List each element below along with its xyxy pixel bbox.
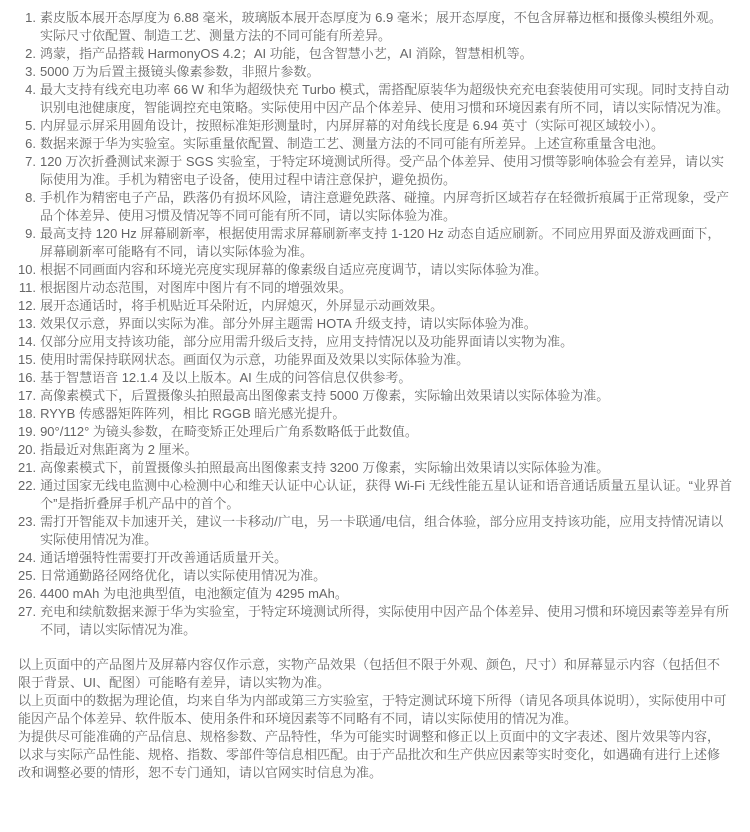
- footnote-item: [18, 405, 732, 423]
- footnote-item: [18, 279, 732, 297]
- footnote-item: [18, 603, 732, 639]
- footnote-number: 18.: [18, 406, 37, 421]
- footnote-text: 根据图片动态范围，对图库中图片有不同的增强效果。: [40, 280, 353, 295]
- footnote-item: [18, 441, 732, 459]
- footnote-text: 内屏显示屏采用圆角设计，按照标准矩形测量时，内屏屏幕的对角线长度是 6.94 英寸（实际可视区域较小）。: [40, 118, 665, 133]
- footnote-number: 6.: [25, 136, 36, 151]
- footnote-number: 7.: [25, 154, 36, 169]
- footnote-item: [18, 477, 732, 513]
- footnote-text: 数据来源于华为实验室。实际重量依配置、制造工艺、测量方法的不同可能有所差异。上述宣称重量含电池。: [40, 136, 665, 151]
- footnote-text: 高像素模式下，后置摄像头拍照最高出图像素支持 5000 万像素，实际输出效果请以实际体验为准。: [40, 388, 610, 403]
- footnote-number: 24.: [18, 550, 37, 565]
- footnotes-list: [18, 9, 732, 639]
- footnote-number: 17.: [18, 388, 37, 403]
- footnote-text: 5000 万为后置主摄镜头像素参数，非照片参数。: [40, 64, 320, 79]
- footnote-item: [18, 513, 732, 549]
- footnote-item: [18, 549, 732, 567]
- footnote-item: [18, 117, 732, 135]
- footnote-text: 日常通勤路径网络优化，请以实际使用情况为准。: [40, 568, 327, 583]
- footnote-number: 26.: [18, 586, 37, 601]
- footnote-item: [18, 63, 732, 81]
- footnote-number: 2.: [25, 46, 36, 61]
- footnote-number: 13.: [18, 316, 37, 331]
- footnote-number: 14.: [18, 334, 37, 349]
- footnote-text: 基于智慧语音 12.1.4 及以上版本。AI 生成的问答信息仅供参考。: [40, 370, 412, 385]
- footnote-item: [18, 225, 732, 261]
- footnote-number: 19.: [18, 424, 37, 439]
- footnote-text: 展开态通话时，将手机贴近耳朵附近，内屏熄灭，外屏显示动画效果。: [40, 298, 444, 313]
- footnote-text: 4400 mAh 为电池典型值，电池额定值为 4295 mAh。: [40, 586, 348, 601]
- footnote-item: [18, 333, 732, 351]
- footnote-number: 27.: [18, 604, 37, 619]
- footnote-number: 5.: [25, 118, 36, 133]
- footnote-text: 鸿蒙，指产品搭载 HarmonyOS 4.2；AI 功能，包含智慧小艺，AI 消除，智慧相机等。: [40, 46, 533, 61]
- footnote-number: 8.: [25, 190, 36, 205]
- footnote-text: 通过国家无线电监测中心检测中心和维天认证中心认证，获得 Wi-Fi 无线性能五星认证和语音通话质量五星认证。“业界首个”是指折叠屏手机产品中的首个。: [40, 478, 732, 511]
- footnote-number: 3.: [25, 64, 36, 79]
- footnote-item: [18, 459, 732, 477]
- footnote-item: [18, 315, 732, 333]
- footnote-item: [18, 423, 732, 441]
- footnote-item: [18, 567, 732, 585]
- footnote-number: 9.: [25, 226, 36, 241]
- footnote-number: 16.: [18, 370, 37, 385]
- disclaimer-paragraphs: [18, 656, 732, 782]
- footnote-text: 高像素模式下，前置摄像头拍照最高出图像素支持 3200 万像素，实际输出效果请以实际体验为准。: [40, 460, 610, 475]
- footnote-item: [18, 9, 732, 45]
- footnote-item: [18, 261, 732, 279]
- footnote-text: 120 万次折叠测试来源于 SGS 实验室，于特定环境测试所得。受产品个体差异、使用习惯等影响体验会有差异，请以实际使用为准。手机为精密电子设备，使用过程中请注意保护，避免损伤。: [40, 154, 724, 187]
- footnote-item: [18, 387, 732, 405]
- footnote-number: 15.: [18, 352, 37, 367]
- footnote-number: 23.: [18, 514, 37, 529]
- footnote-text: 使用时需保持联网状态。画面仅为示意，功能界面及效果以实际体验为准。: [40, 352, 470, 367]
- disclaimer-paragraph: 以上页面中的产品图片及屏幕内容仅作示意，实物产品效果（包括但不限于外观、颜色，尺寸）和屏幕显示内容（包括但不限于背景、UI、配图）可能略有差异，请以实物为准。: [18, 657, 721, 690]
- footnote-number: 21.: [18, 460, 37, 475]
- footnote-item: [18, 135, 732, 153]
- footnote-number: 25.: [18, 568, 37, 583]
- disclaimer-paragraph: 以上页面中的数据为理论值，均来自华为内部或第三方实验室，于特定测试环境下所得（请见各项具体说明），实际使用中可能因产品个体差异、软件版本、使用条件和环境因素等不同略有不同，请以实际使用的情况为准。: [18, 693, 727, 726]
- footnote-number: 22.: [18, 478, 37, 493]
- footnote-item: [18, 351, 732, 369]
- footnote-text: 充电和续航数据来源于华为实验室，于特定环境测试所得，实际使用中因产品个体差异、使用习惯和环境因素等差异有所不同，请以实际情况为准。: [40, 604, 730, 637]
- footnote-item: [18, 369, 732, 387]
- footnote-text: 最大支持有线充电功率 66 W 和华为超级快充 Turbo 模式，需搭配原装华为超级快充充电套装使用可实现。同时支持自动识别电池健康度，智能调控充电策略。实际使用中因产品个体差异、使用习惯和环境因素有所不同，请以实际情况为准。: [40, 82, 730, 115]
- footnote-item: [18, 585, 732, 603]
- footnote-number: 10.: [18, 262, 37, 277]
- disclaimer-paragraph: 为提供尽可能准确的产品信息、规格参数、产品特性，华为可能实时调整和修正以上页面中的文字表述、图片效果等内容，以求与实际产品性能、规格、指数、零部件等信息相匹配。由于产品批次和生产供应因素等实时变化，如遇确有进行上述修改和调整必要的情形，恕不专门通知，请以官网实时信息为准。: [18, 729, 721, 780]
- footnote-number: 4.: [25, 82, 36, 97]
- footnote-text: RYYB 传感器矩阵阵列，相比 RGGB 暗光感光提升。: [40, 406, 346, 421]
- footnote-item: [18, 297, 732, 315]
- footnote-text: 效果仅示意，界面以实际为准。部分外屏主题需 HOTA 升级支持，请以实际体验为准。: [40, 316, 537, 331]
- footnote-number: 11.: [18, 280, 36, 295]
- footnote-text: 90°/112° 为镜头参数，在畸变矫正处理后广角系数略低于此数值。: [40, 424, 418, 439]
- footnote-text: 根据不同画面内容和环境光亮度实现屏幕的像素级自适应亮度调节，请以实际体验为准。: [40, 262, 548, 277]
- footnote-item: [18, 189, 732, 225]
- footnote-text: 需打开智能双卡加速开关，建议一卡移动/广电，另一卡联通/电信，组合体验，部分应用支持该功能，应用支持情况请以实际使用情况为准。: [40, 514, 724, 547]
- footnote-item: [18, 45, 732, 63]
- footnote-number: 20.: [18, 442, 37, 457]
- footnote-item: [18, 81, 732, 117]
- footnote-text: 手机作为精密电子产品，跌落仍有损坏风险，请注意避免跌落、碰撞。内屏弯折区域若存在轻微折痕属于正常现象，受产品个体差异、使用习惯及情况等不同可能有所不同，请以实际体验为准。: [40, 190, 730, 223]
- footnote-text: 素皮版本展开态厚度为 6.88 毫米，玻璃版本展开态厚度为 6.9 毫米；展开态厚度，不包含屏幕边框和摄像头模组外观。实际尺寸依配置、制造工艺、测量方法的不同可能有所差异。: [40, 10, 722, 43]
- footnote-text: 通话增强特性需要打开改善通话质量开关。: [40, 550, 288, 565]
- footnote-text: 最高支持 120 Hz 屏幕刷新率，根据使用需求屏幕刷新率支持 1-120 Hz 动态自适应刷新。不同应用界面及游戏画面下，屏幕刷新率可能略有不同，请以实际体验为准。: [40, 226, 721, 259]
- footnote-item: [18, 153, 732, 189]
- footnote-number: 1.: [25, 10, 36, 25]
- footnote-text: 仅部分应用支持该功能，部分应用需升级后支持，应用支持情况以及功能界面请以实物为准。: [40, 334, 574, 349]
- footnote-text: 指最近对焦距离为 2 厘米。: [40, 442, 198, 457]
- footnote-number: 12.: [18, 298, 37, 313]
